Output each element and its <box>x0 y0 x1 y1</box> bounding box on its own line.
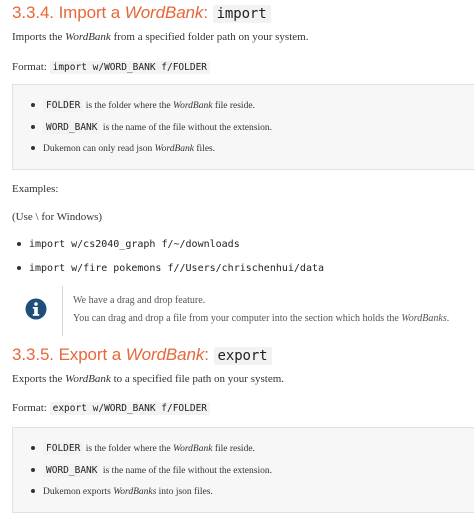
param-code: WORD_BANK <box>43 464 100 477</box>
note-line-2 <box>73 313 449 324</box>
bullet-dot <box>17 266 21 270</box>
param-text: Dukemon exports <box>43 487 111 497</box>
export-intro <box>12 373 284 385</box>
intro-text-b: to a specified file path on your system. <box>113 373 285 385</box>
note-emph: WordBanks <box>401 313 447 324</box>
note-line-1: We have a drag and drop feature. <box>73 295 206 306</box>
note-text: You can drag and drop a file from your computer into the section which holds the <box>73 313 399 324</box>
intro-emph: WordBank <box>65 31 111 43</box>
param-emph: WordBank <box>173 101 213 111</box>
bullet-dot <box>31 146 35 150</box>
intro-emph: WordBank <box>65 373 111 385</box>
section-command: export <box>214 347 272 365</box>
section-command: import <box>213 5 271 23</box>
intro-text-b: from a specified folder path on your system. <box>113 31 309 43</box>
section-title-prefix: Import a <box>58 3 121 22</box>
intro-text-a: Exports the <box>12 373 63 385</box>
param-text: is the folder where the <box>85 444 171 454</box>
import-intro <box>12 31 308 43</box>
list-item <box>31 465 272 476</box>
section-title-colon: : <box>204 345 209 364</box>
param-text: file reside. <box>214 101 255 111</box>
bullet-dot <box>31 125 35 129</box>
section-number: 3.3.5. <box>12 345 54 364</box>
example-command: import w/cs2040_graph f/~/downloads <box>29 239 240 250</box>
info-icon <box>25 298 47 320</box>
format-code: import w/WORD_BANK f/FOLDER <box>50 61 210 74</box>
note-divider <box>62 286 63 336</box>
bullet-dot <box>31 103 35 107</box>
section-title-emph: WordBank <box>124 3 204 22</box>
bullet-dot <box>17 242 21 246</box>
list-item <box>31 144 215 154</box>
param-emph: WordBanks <box>113 487 157 497</box>
list-item <box>17 239 240 250</box>
list-item <box>31 122 272 133</box>
windows-note: (Use \ for Windows) <box>12 211 103 223</box>
param-text: is the name of the file without the extension. <box>102 123 272 133</box>
bullet-dot <box>31 489 35 493</box>
format-label: Format: <box>12 402 47 414</box>
section-title-prefix: Export a <box>58 345 122 364</box>
param-code: WORD_BANK <box>43 121 100 134</box>
section-heading-import <box>12 3 271 23</box>
param-code: FOLDER <box>43 442 83 455</box>
param-emph: WordBank <box>173 444 213 454</box>
section-number: 3.3.4. <box>12 3 54 22</box>
param-text: files. <box>196 144 216 154</box>
list-item <box>31 487 213 497</box>
param-emph: WordBank <box>154 144 195 154</box>
section-heading-export <box>12 345 272 365</box>
format-label: Format: <box>12 61 47 73</box>
param-text: file reside. <box>214 444 255 454</box>
import-format <box>12 61 210 73</box>
list-item <box>17 263 324 274</box>
param-code: FOLDER <box>43 99 83 112</box>
section-title-emph: WordBank <box>125 345 205 364</box>
export-format <box>12 402 210 414</box>
bullet-dot <box>31 468 35 472</box>
list-item <box>31 100 255 111</box>
param-text: Dukemon can only read json <box>43 144 153 154</box>
intro-text-a: Imports the <box>12 31 63 43</box>
section-title-colon: : <box>203 3 208 22</box>
param-text: is the folder where the <box>85 101 171 111</box>
format-code: export w/WORD_BANK f/FOLDER <box>50 402 210 415</box>
example-command: import w/fire pokemons f//Users/chrischenhui/data <box>29 263 325 274</box>
param-text: into json files. <box>158 487 213 497</box>
examples-label: Examples: <box>12 183 59 195</box>
note-text: . <box>446 313 450 324</box>
bullet-dot <box>31 446 35 450</box>
param-text: is the name of the file without the extension. <box>102 466 272 476</box>
list-item <box>31 443 255 454</box>
